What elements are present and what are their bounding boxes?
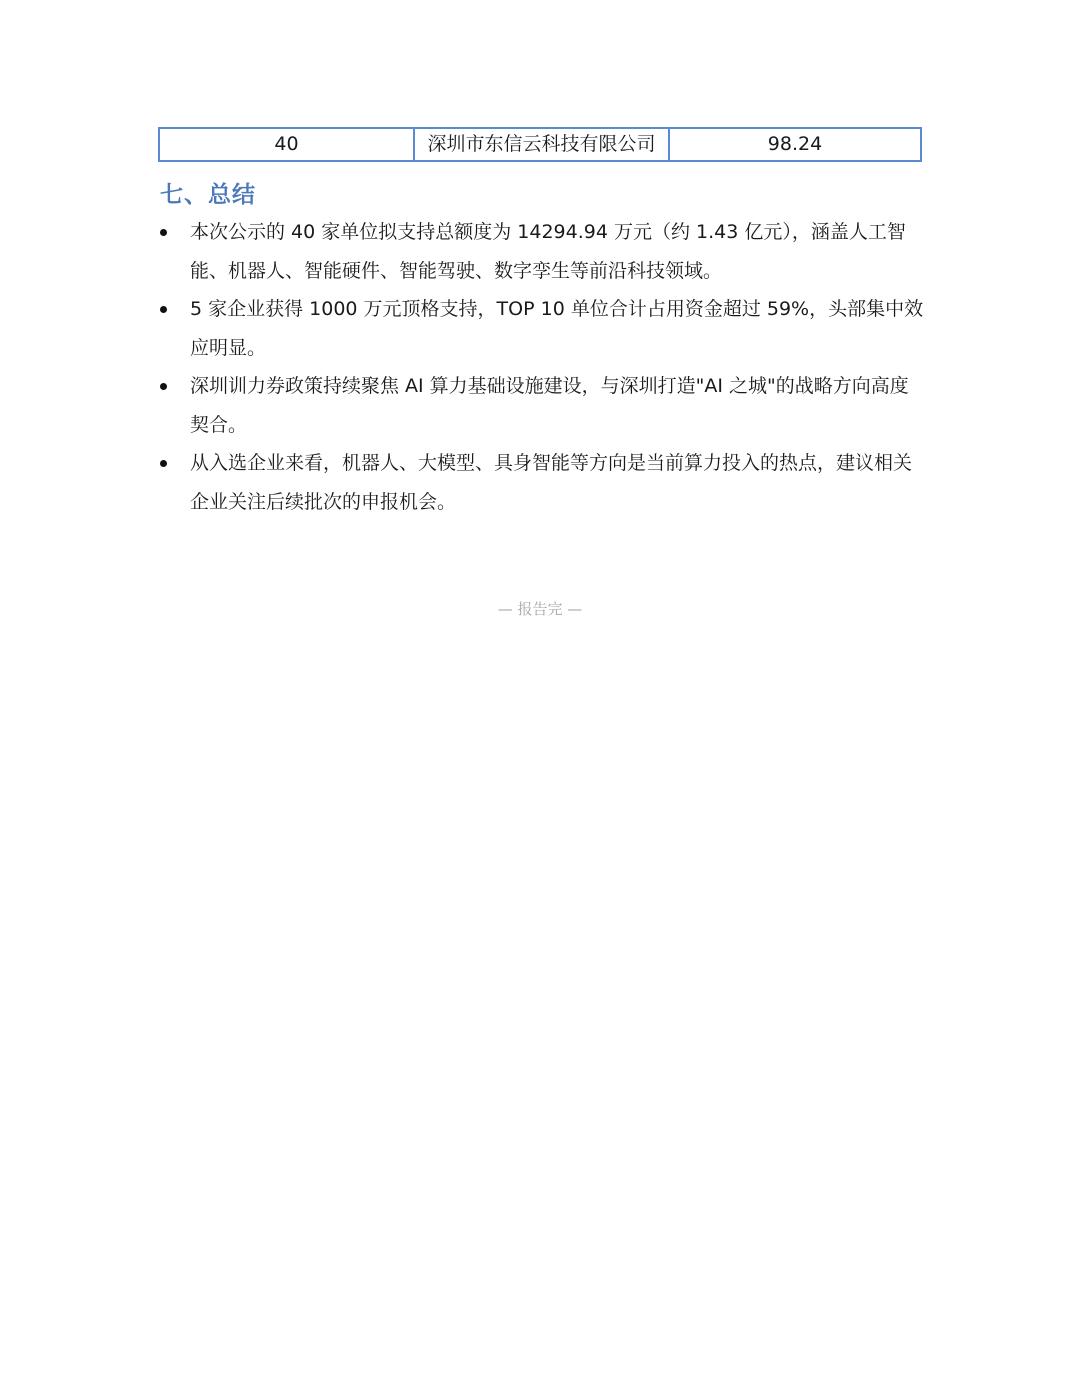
list-item: [158, 213, 926, 290]
bullet-text: 深圳训力券政策持续聚焦 AI 算力基础设施建设，与深圳打造"AI 之城"的战略方向高度契合。: [190, 375, 909, 436]
list-item: [158, 367, 926, 444]
results-table-fragment: [158, 127, 922, 162]
results-table: [158, 127, 922, 162]
score-cell: 98.24: [669, 128, 921, 161]
list-item: [158, 444, 926, 521]
company-cell: 深圳市东信云科技有限公司: [414, 128, 669, 161]
bullet-text: 本次公示的 40 家单位拟支持总额度为 14294.94 万元（约 1.43 亿元），涵盖人工智能、机器人、智能硬件、智能驾驶、数字孪生等前沿科技领域。: [190, 221, 906, 282]
summary-bullet-list: [158, 213, 926, 521]
bullet-dot-icon: [160, 460, 167, 467]
section-heading-summary: 七、总结: [160, 181, 256, 208]
table-row: [159, 128, 921, 161]
bullet-text: 5 家企业获得 1000 万元顶格支持，TOP 10 单位合计占用资金超过 59%，头部集中效应明显。: [190, 298, 924, 359]
report-end-marker: — 报告完 —: [497, 600, 583, 618]
list-item: [158, 290, 926, 367]
bullet-dot-icon: [160, 306, 167, 313]
rank-cell: 40: [159, 128, 414, 161]
bullet-dot-icon: [160, 383, 167, 390]
bullet-dot-icon: [160, 229, 167, 236]
bullet-text: 从入选企业来看，机器人、大模型、具身智能等方向是当前算力投入的热点，建议相关企业关注后续批次的申报机会。: [190, 452, 913, 513]
